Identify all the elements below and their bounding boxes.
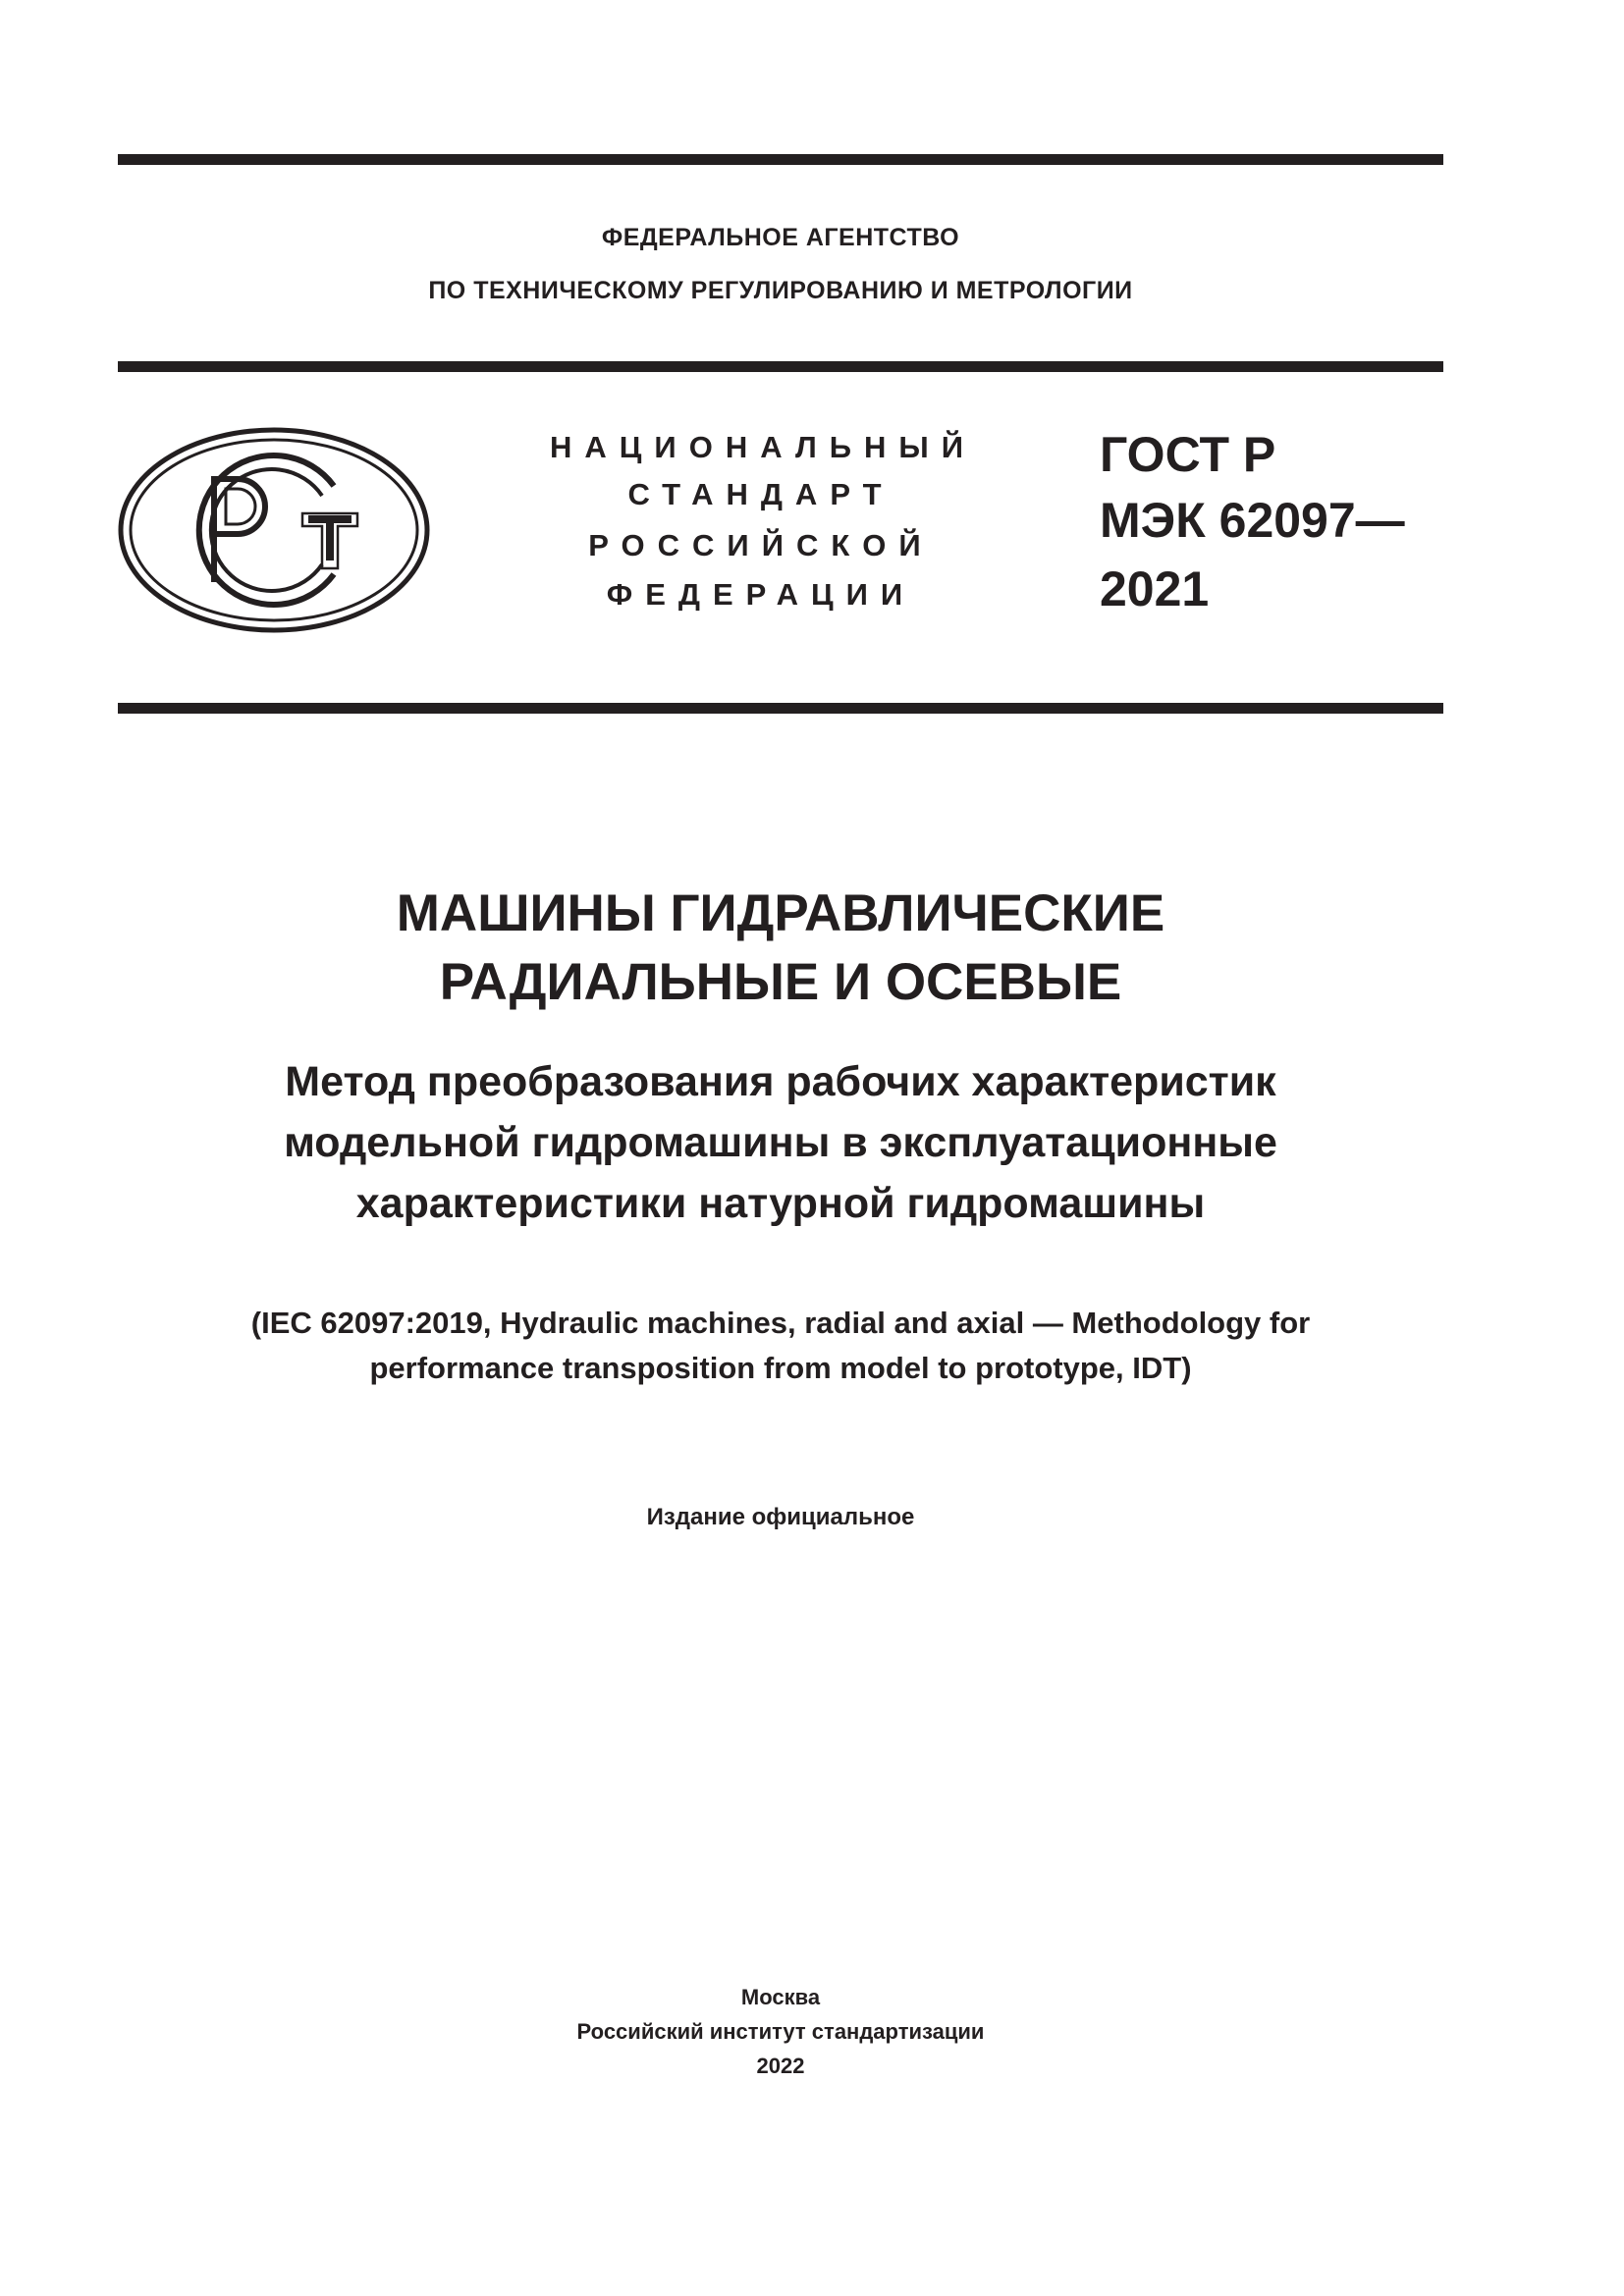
national-standard-line-2: СТАНДАРТ <box>627 477 894 511</box>
iec-reference-line-1: (IEC 62097:2019, Hydraulic machines, radial and axial — Methodology for <box>250 1306 1311 1340</box>
header-divider-rule <box>118 361 1443 372</box>
subtitle-line-2: модельной гидромашины в эксплуатационные <box>284 1119 1277 1166</box>
main-title-line-1: МАШИНЫ ГИДРАВЛИЧЕСКИЕ <box>396 884 1165 942</box>
edition-label: Издание официальное <box>646 1504 915 1530</box>
publisher-institute: Российский институт стандартизации <box>576 2019 985 2044</box>
top-rule <box>118 154 1443 165</box>
iec-reference-line-2: performance transposition from model to prototype, IDT) <box>369 1351 1192 1385</box>
main-title-line-2: РАДИАЛЬНЫЕ И ОСЕВЫЕ <box>439 953 1122 1011</box>
agency-name-line-2: ПО ТЕХНИЧЕСКОМУ РЕГУЛИРОВАНИЮ И МЕТРОЛОГИИ <box>428 277 1133 304</box>
subtitle-line-1: Метод преобразования рабочих характеристик <box>285 1058 1276 1105</box>
standard-designation-line-2: МЭК 62097— <box>1100 493 1405 548</box>
title-divider-rule <box>118 703 1443 714</box>
standard-designation-line-3: 2021 <box>1100 561 1210 616</box>
publication-year: 2022 <box>756 2054 805 2078</box>
publisher-city: Москва <box>740 1985 821 2009</box>
subtitle-line-3: характеристики натурной гидромашины <box>355 1180 1206 1227</box>
national-standard-line-3: РОССИЙСКОЙ <box>588 528 934 562</box>
national-standard-line-4: ФЕДЕРАЦИИ <box>606 577 916 612</box>
rst-mark-icon <box>116 425 432 635</box>
national-standard-line-1: НАЦИОНАЛЬНЫЙ <box>550 430 977 464</box>
agency-name-line-1: ФЕДЕРАЛЬНОЕ АГЕНТСТВО <box>601 224 960 251</box>
standard-designation-line-1: ГОСТ Р <box>1100 427 1276 482</box>
